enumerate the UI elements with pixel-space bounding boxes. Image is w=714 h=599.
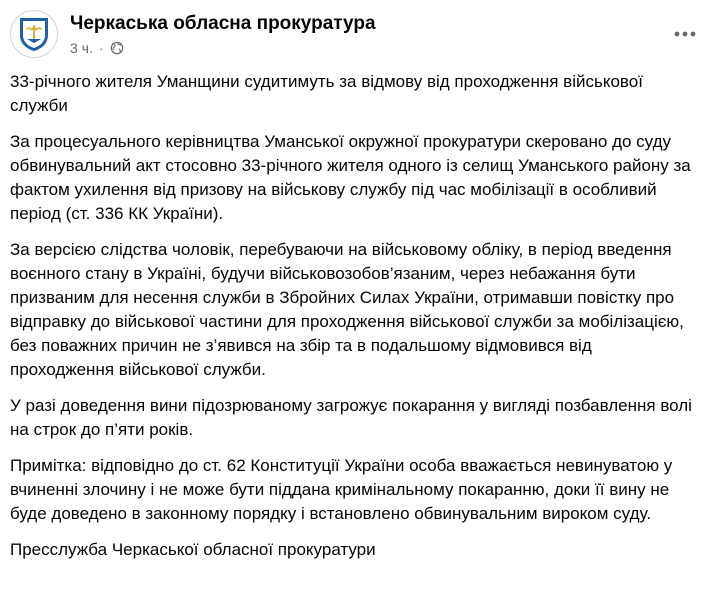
post-paragraph: У разі доведення вини підозрюваному загрожує покарання у вигляді позбавлення волі на строк до п’яти років. [10, 396, 692, 439]
post-time[interactable]: 3 ч. [70, 40, 93, 56]
page-avatar[interactable] [10, 10, 58, 58]
globe-icon [110, 41, 124, 55]
prosecutor-logo-icon [16, 15, 52, 53]
post-signature: Пресслужба Черкаської обласної прокуратури [10, 540, 376, 559]
post-meta [70, 40, 124, 56]
post-paragraph: За версією слідства чоловік, перебуваючи на військовому обліку, в період введення воєнного стану в Україні, будучи військовозобов’язаним, через небажання бути призваним для несення служби в Збройних Силах України, отримавши повістку про відправку до військової частини для проходження військової служби за мобілізацією, без поважних причин не з’явився на збір та в подальшому відмовився від проходження військової служби. [10, 240, 684, 379]
page-name[interactable]: Черкаська обласна прокуратура [70, 13, 376, 34]
more-options-button[interactable] [670, 22, 700, 46]
meta-separator: · [98, 40, 104, 56]
more-horizontal-icon [674, 31, 696, 37]
post-paragraph: Примітка: відповідно до ст. 62 Конституції України особа вважається невинуватою у вчиненні злочину і не може бути піддана кримінальному покаранню, доки її вину не буде доведено в законному порядку і встановлено обвинувальним вироком суду. [10, 456, 673, 523]
post-headline: 33-річного жителя Уманщини судитимуть за відмову від проходження військової служби [10, 72, 643, 115]
post-header [10, 8, 704, 64]
post-body [10, 70, 700, 574]
post-paragraph: За процесуального керівництва Уманської окружної прокуратури скеровано до суду обвинувальний акт стосовно 33-річного жителя одного із селищ Уманського району за фактом ухилення від призову на військову службу під час мобілізації в особливий період (ст. 336 КК України). [10, 132, 691, 223]
